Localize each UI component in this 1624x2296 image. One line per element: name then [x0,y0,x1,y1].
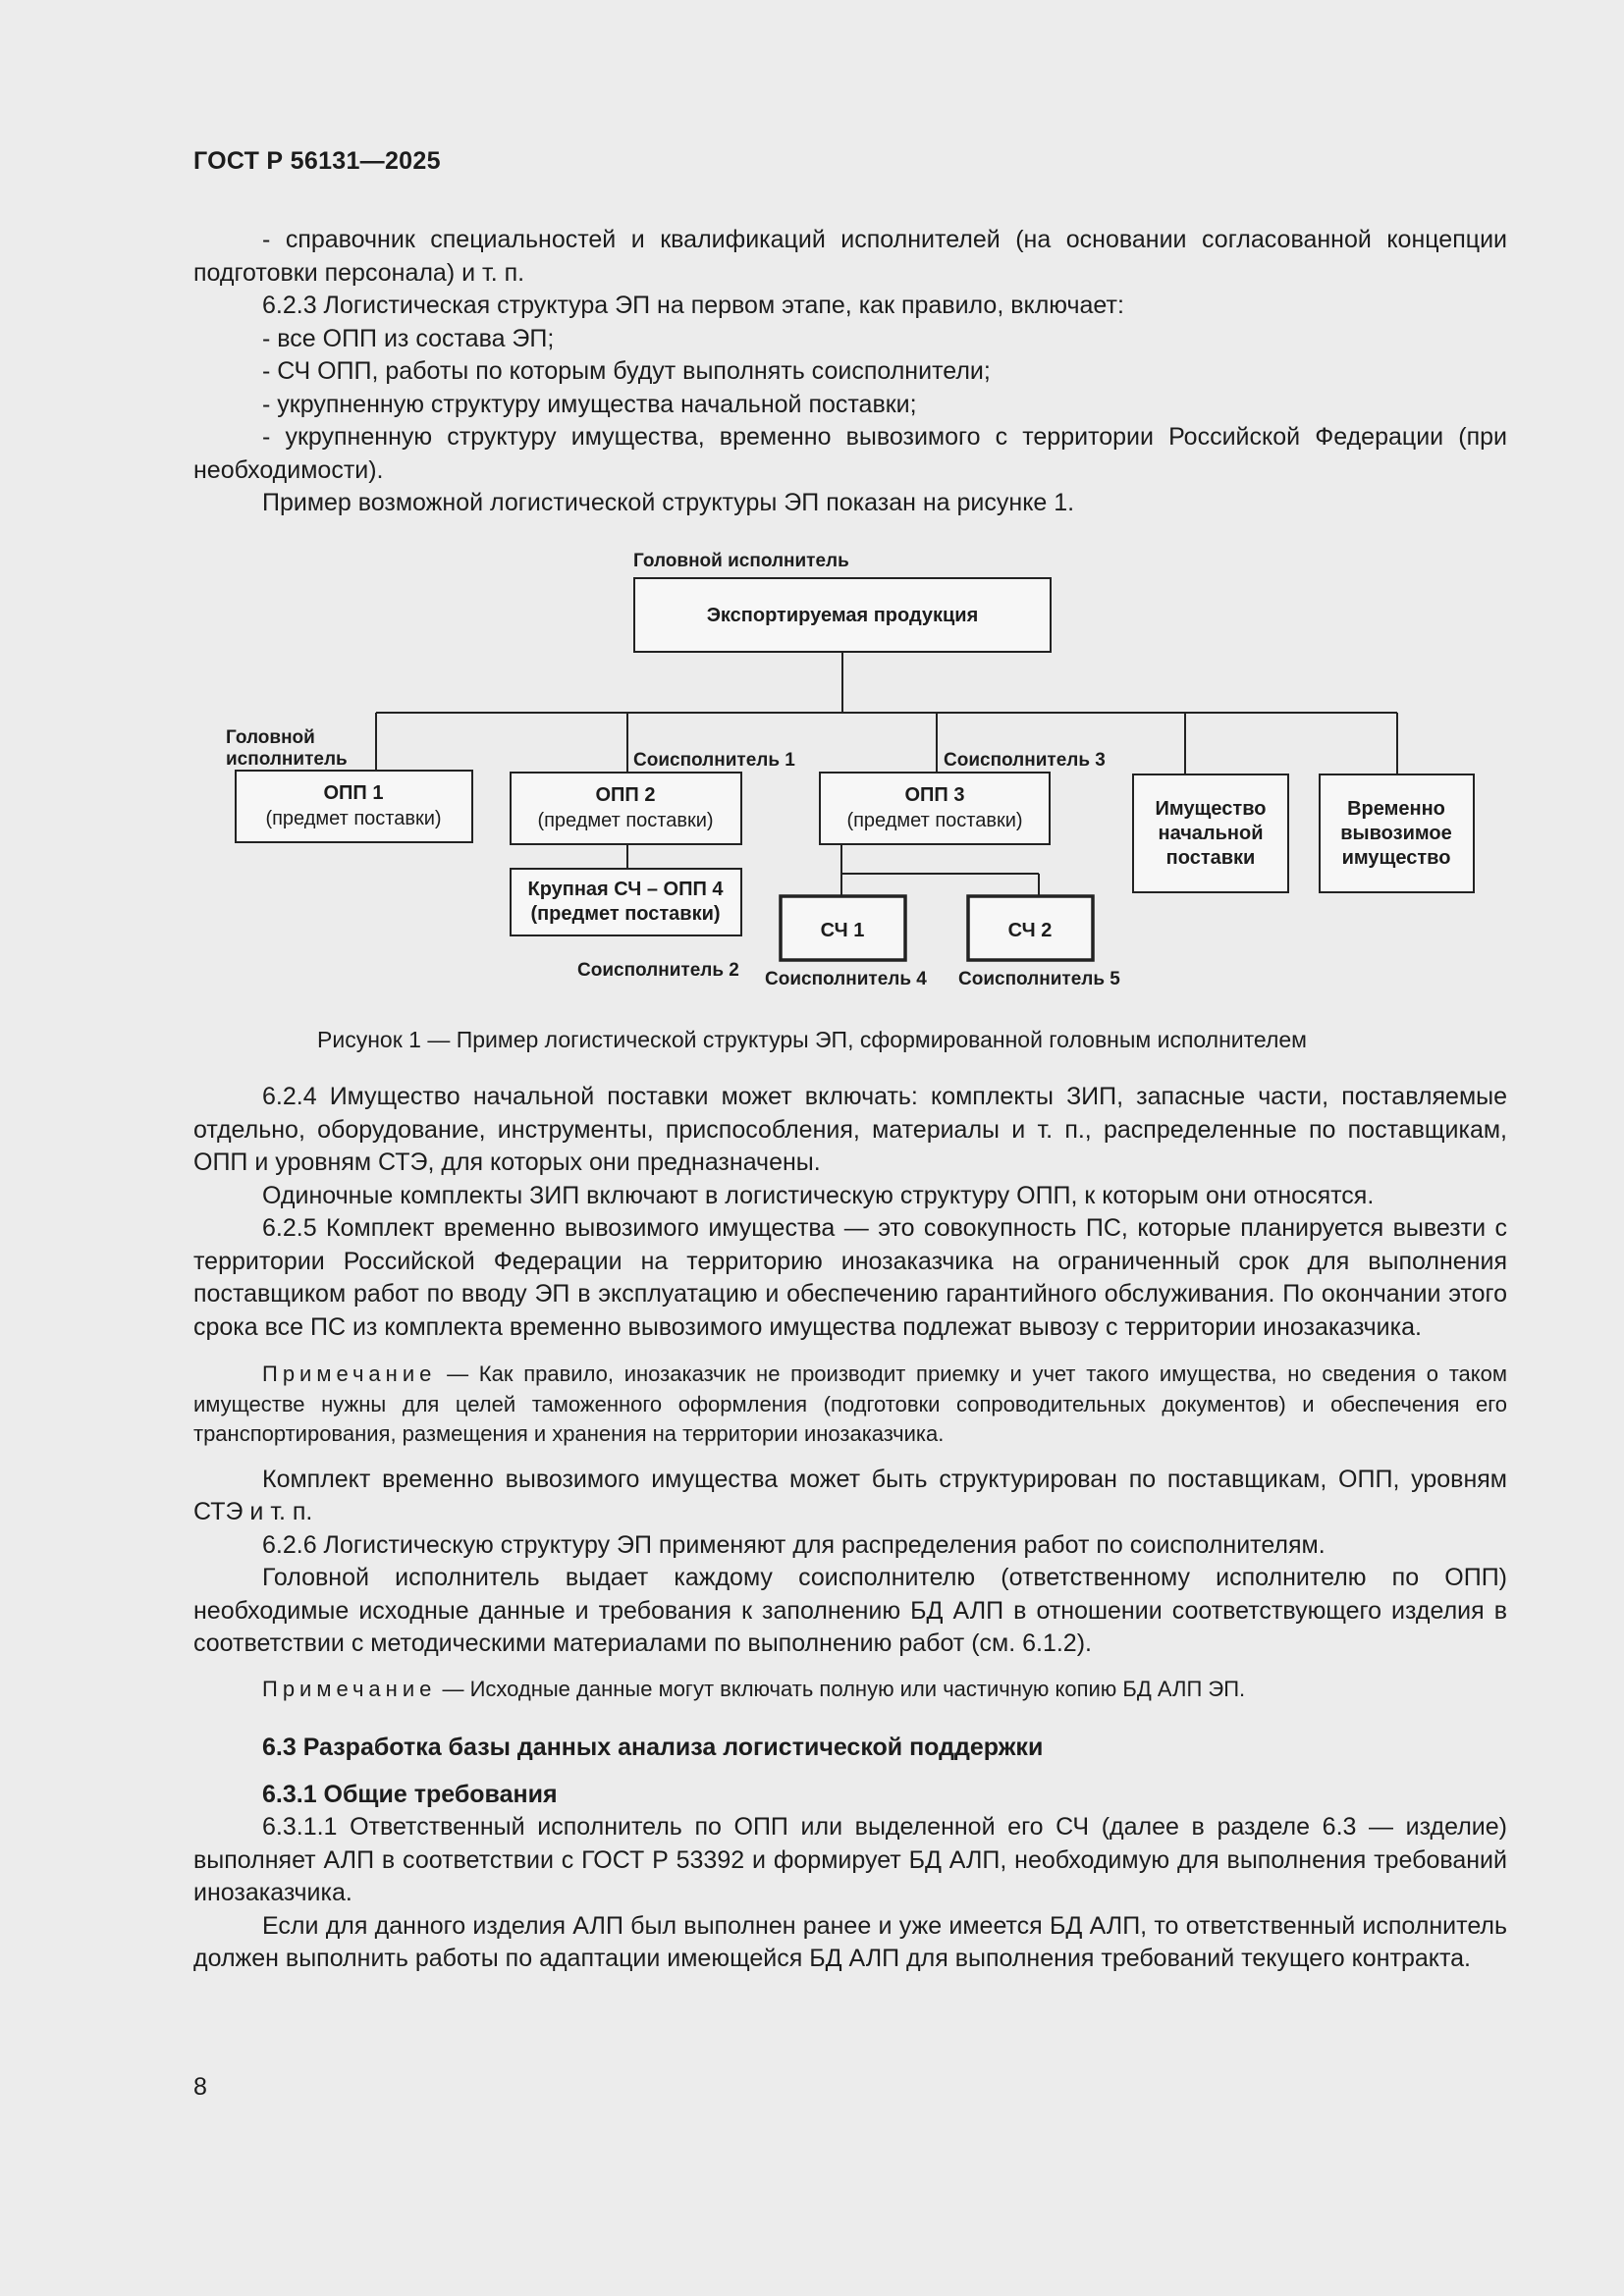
opp1-line1: ОПП 1 [323,782,384,804]
left-label-line2: исполнитель [226,749,348,770]
note-text: — Исходные данные могут включать полную или частичную копию БД АЛП ЭП. [436,1676,1246,1701]
logistics-structure-diagram [0,530,1624,1001]
opp3-box [820,773,1050,844]
top-box-label: Экспортируемая продукция [706,605,979,626]
page-number: 8 [193,2073,207,2101]
initial-supply-line1: Имущество [1155,798,1267,820]
opp1-line2: (предмет поставки) [265,808,442,829]
sc2-label: СЧ 2 [1007,920,1053,941]
list-item: - все ОПП из состава ЭП; [262,324,555,352]
top-label: Головной исполнитель [633,551,849,571]
list-item: - укрупненную структуру имущества, временно вывозимого с территории Российской Федерации (при необходимости). [193,423,1507,484]
paragraph: Если для данного изделия АЛП был выполнен ранее и уже имеется БД АЛП, то ответственный исполнитель должен выполнить работы по адаптации имеющейся БД АЛП для выполнения требований текущего контракта. [193,1911,1507,1972]
left-label-line1: Головной [226,727,315,748]
note-text: — Как правило, инозаказчик не производит приемку и учет такого имущества, но сведения о таком имуществе нужны для целей таможенного оформления (подготовки сопроводительных документов) и обеспечения его транспортирования, размещения и хранения на территории инозаказчика. [193,1362,1507,1446]
temporary-property-line2: вывозимое [1340,823,1452,844]
paragraph: Головной исполнитель выдает каждому соисполнителю (ответственному исполнителю по ОПП) необходимые исходные данные и требования к заполнению БД АЛП в отношении соответствующего изделия в соответствии с методическими материалами по выполнению работ (см. 6.1.2). [193,1564,1507,1657]
note [193,1360,1507,1450]
opp2-line1: ОПП 2 [595,784,656,806]
opp2-line2: (предмет поставки) [537,810,714,831]
sub3-label: Соисполнитель 3 [944,750,1106,771]
paragraph: 6.2.4 Имущество начальной поставки может включать: комплекты ЗИП, запасные части, поставляемые отдельно, оборудование, инструменты, приспособления, материалы и т. п., распределенные по поставщикам, ОПП и уровням СТЭ, для которых они предназначены. [193,1083,1507,1176]
sc1-label: СЧ 1 [820,920,865,941]
sub1-label: Соисполнитель 1 [633,750,795,771]
note-label: Примечание [262,1362,437,1386]
paragraph: Комплект временно вывозимого имущества может быть структурирован по поставщикам, ОПП, уровням СТЭ и т. п. [193,1465,1507,1525]
temporary-property-line3: имущество [1341,847,1451,869]
section-heading: 6.3 Разработка базы данных анализа логистической поддержки [262,1734,1044,1761]
temporary-property-line1: Временно [1347,798,1445,820]
paragraph: 6.2.5 Комплект временно вывозимого имущества — это совокупность ПС, которые планируется вывезти с территории Российской Федерации на территорию инозаказчика на ограниченный срок для выполнения поставщиком работ по вводу ЭП в эксплуатацию и обеспечению гарантийного обслуживания. По окончании этого срока все ПС из комплекта временно вывозимого имущества подлежат вывозу с территории инозаказчика. [193,1214,1507,1341]
paragraph: 6.2.3 Логистическая структура ЭП на первом этапе, как правило, включает: [262,292,1124,319]
list-item: - СЧ ОПП, работы по которым будут выполнять соисполнители; [262,357,991,385]
figure-caption: Рисунок 1 — Пример логистической структуры ЭП, сформированной головным исполнителем [317,1027,1307,1052]
subsection-heading: 6.3.1 Общие требования [262,1780,558,1808]
top-text-block [193,224,1507,520]
sub2-label: Соисполнитель 2 [577,960,739,981]
document-header: ГОСТ Р 56131—2025 [193,147,441,175]
paragraph: 6.3.1.1 Ответственный исполнитель по ОПП или выделенной его СЧ (далее в разделе 6.3 — изделие) выполняет АЛП в соответствии с ГОСТ Р 53392 и формирует БД АЛП, необходимую для выполнения требований инозаказчика. [193,1813,1507,1906]
opp3-line2: (предмет поставки) [846,810,1023,831]
opp1-box [236,771,472,842]
opp3-line1: ОПП 3 [904,784,965,806]
opp4-line2: (предмет поставки) [530,903,721,925]
opp2-box [511,773,741,844]
sub5-label: Соисполнитель 5 [958,969,1120,989]
paragraph: 6.2.6 Логистическую структуру ЭП применяют для распределения работ по соисполнителям. [262,1530,1326,1559]
paragraph: - справочник специальностей и квалификаций исполнителей (на основании согласованной концепции подготовки персонала) и т. п. [193,226,1507,287]
note-label: Примечание [262,1676,437,1701]
paragraph: Одиночные комплекты ЗИП включают в логистическую структуру ОПП, к которым они относятся. [262,1181,1375,1209]
paragraph: Пример возможной логистической структуры ЭП показан на рисунке 1. [262,489,1075,516]
initial-supply-line2: начальной [1158,823,1264,844]
list-item: - укрупненную структуру имущества начальной поставки; [262,390,917,418]
initial-supply-line3: поставки [1165,847,1256,869]
opp4-line1: Крупная СЧ – ОПП 4 [527,879,724,900]
note [193,1675,1507,1705]
bottom-text-block [193,1081,1507,1976]
sub4-label: Соисполнитель 4 [765,969,927,989]
